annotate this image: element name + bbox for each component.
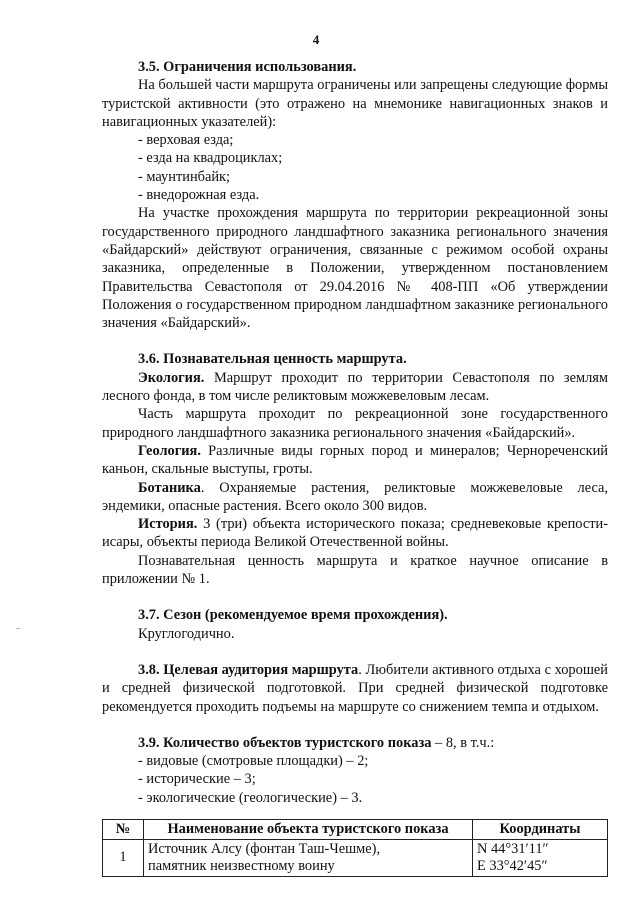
botany-paragraph: [102, 479, 608, 516]
page-number: 4: [312, 32, 320, 47]
margin-mark: [16, 628, 20, 629]
section-3-9-heading: 3.9. Количество объектов туристского показа: [138, 734, 432, 751]
list-item: - верховая езда;: [138, 132, 234, 149]
column-header-coordinates: Координаты: [473, 819, 608, 839]
section-3-5-heading: 3.5. Ограничения использования.: [138, 59, 357, 75]
object-name-line: Источник Алсу (фонтан Таш-Чешме),: [148, 840, 381, 857]
section-3-9-paragraph: [102, 734, 608, 752]
list-item: - внедорожная езда.: [138, 187, 260, 204]
coordinate-north: N 44°31′11″: [477, 840, 549, 857]
list-item: - езда на квадроциклах;: [138, 150, 283, 167]
history-text: 3 (три) объекта исторического показа; средневековые крепости-исары, объекты периода Великой Отечественной войны.: [102, 516, 608, 551]
audience-text: . Любители активного отдыха с хорошей и средней физической подготовкой. При средней физической подготовке рекомендуется проходить подъемы на маршруте со снижением темпа и отдыхом.: [102, 661, 608, 715]
row-number: 1: [103, 839, 144, 876]
list-item: - маунтинбайк;: [138, 168, 231, 185]
object-name-line: памятник неизвестному воину: [148, 857, 335, 874]
table-row: [103, 839, 608, 876]
value-paragraph: Познавательная ценность маршрута и краткое научное описание в приложении № 1.: [102, 552, 608, 588]
coordinates-cell: [473, 839, 608, 876]
objects-table: [102, 819, 608, 877]
ecology-label: Экология.: [138, 369, 205, 386]
list-item: - видовые (смотровые площадки) – 2;: [138, 753, 369, 770]
objects-count: – 8, в т.ч.:: [431, 734, 495, 751]
section-3-6-heading: 3.6. Познавательная ценность маршрута.: [138, 351, 407, 368]
geology-text: Различные виды горных пород и минералов; Чернореченский каньон, скальные выступы, гроты.: [102, 442, 608, 478]
document-body: [102, 58, 608, 877]
geology-paragraph: [102, 442, 608, 479]
table-header-row: [103, 819, 608, 839]
reserve-paragraph: Часть маршрута проходит по рекреационной зоне государственного природного ландшафтного заказника регионального значения «Байдарский».: [102, 406, 608, 441]
ecology-paragraph: [102, 369, 608, 406]
coordinate-east: E 33°42′45″: [477, 857, 548, 874]
list-item: - экологические (геологические) – 3.: [138, 789, 363, 806]
section-3-5-intro: На большей части маршрута ограничены или запрещены следующие формы туристской активности (это отражено на мнемонике навигационных знаков и навигационных указателей):: [102, 77, 608, 130]
object-name-cell: [144, 839, 473, 876]
list-item: - исторические – 3;: [138, 771, 256, 788]
season-text: Круглогодично.: [138, 625, 235, 642]
botany-label: Ботаника: [138, 479, 201, 496]
history-label: История.: [138, 516, 198, 533]
botany-text: . Охраняемые растения, реликтовые можжевеловые леса, эндемики, опасные растения. Всего около 300 видов.: [102, 479, 608, 514]
column-header-name: Наименование объекта туристского показа: [144, 819, 473, 839]
geology-label: Геология.: [138, 442, 201, 459]
section-3-5-paragraph: На участке прохождения маршрута по территории рекреационной зоны государственного природного ландшафтного заказника регионального значения «Байдарский» действуют ограничения, связанные с режимом особой охраны заказника, определенные в Положении, утвержденном постановлением Правительства Севастополя от 29.04.2016 № 408-ПП «Об утверждении Положения о государственном природном ландшафтном заказнике регионального значения «Байдарский».: [102, 205, 608, 332]
ecology-text: Маршрут проходит по территории Севастополя по землям лесного фонда, в том числе реликтовым можжевеловым лесам.: [102, 369, 608, 405]
section-3-7-heading: 3.7. Сезон (рекомендуемое время прохождения).: [138, 607, 448, 624]
history-paragraph: [102, 515, 608, 552]
column-header-number: №: [103, 819, 144, 839]
section-3-8-paragraph: [102, 661, 608, 716]
section-3-8-heading: 3.8. Целевая аудитория маршрута: [138, 661, 359, 678]
